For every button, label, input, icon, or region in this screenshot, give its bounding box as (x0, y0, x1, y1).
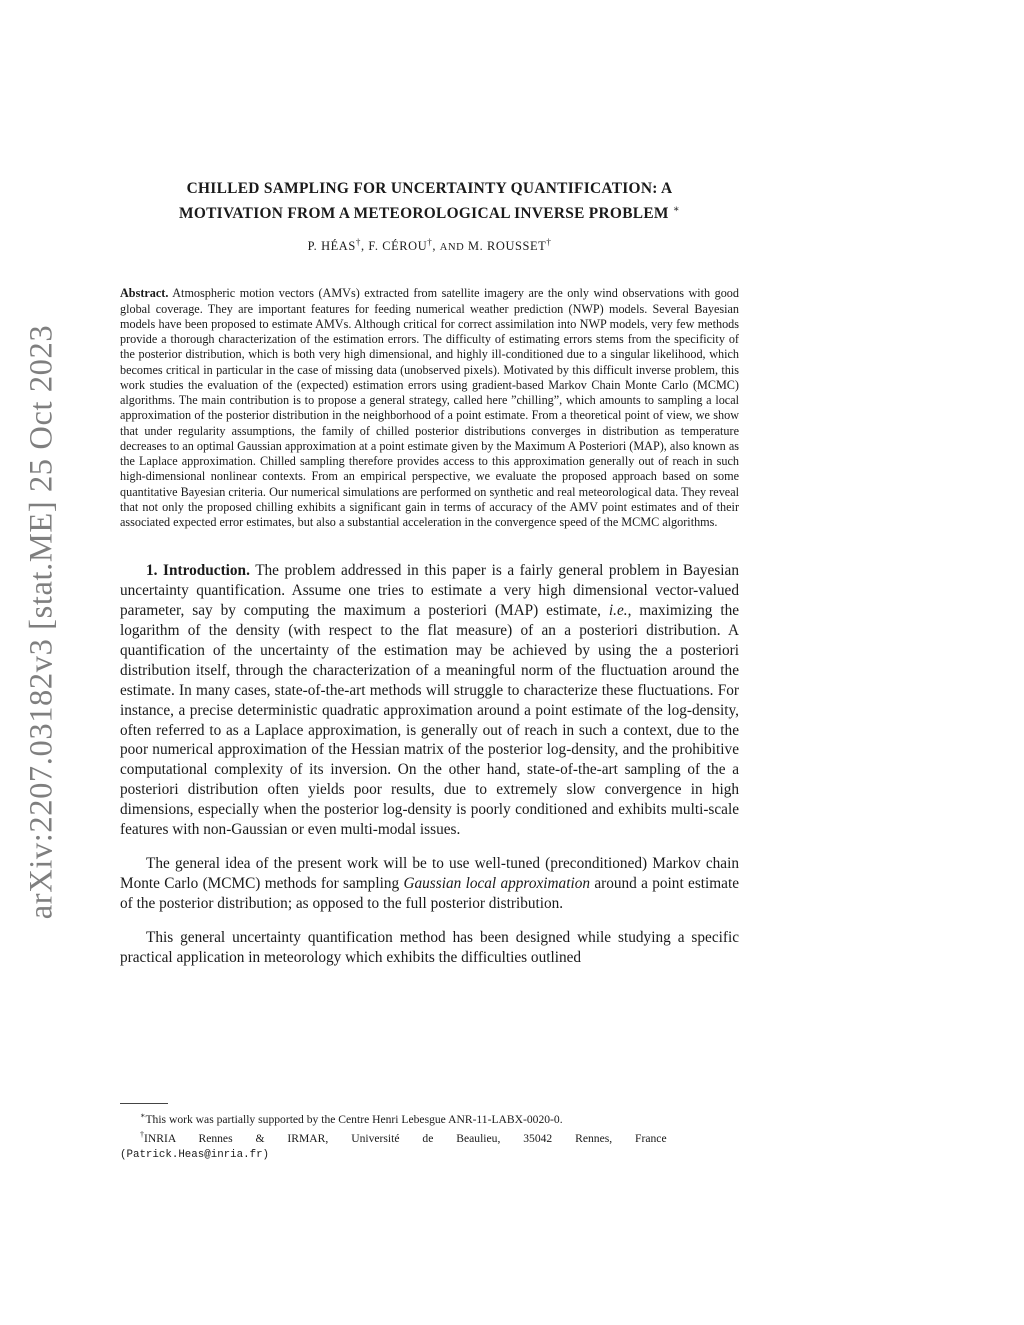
author-email[interactable]: (Patrick.Heas@inria.fr) (120, 1148, 270, 1161)
footnote-2-email-line (120, 1146, 739, 1163)
intro-p2-text-b: around a point estimate of the posterior distribution; as opposed to the full posterior distribution. (120, 874, 740, 912)
title-footnote-mark: ∗ (672, 204, 680, 215)
abstract-text: Atmospheric motion vectors (AMVs) extracted from satellite imagery are the only wind observations with good global coverage. They are important features for feeding numerical weather prediction (NWP) models. Several Bayesian models have been proposed to estimate AMVs. Although critical for correct assimilation into NWP models, very few methods provide a thorough characterization of the estimation errors. The difficulty of estimating errors stems from the specificity of the posterior distribution, which is both very high dimensional, and highly ill-conditioned due to a singular likelihood, which becomes critical in particular in the case of missing data (unobserved pixels). Motivated by this difficult inverse problem, this work studies the evaluation of the (expected) estimation errors using gradient-based Markov Chain Monte Carlo (MCMC) algorithms. The main contribution is to propose a general strategy, called here ”chilling”, which amounts to sampling a local approximation of the posterior distribution in the neighborhood of a point estimate. From a theoretical point of view, we show that under regularity assumptions, the family of chilled posterior distributions converges in distribution as temperature decreases to an optimal Gaussian approximation at a point estimate given by the Maximum A Posteriori (MAP), also known as the Laplace approximation. Chilled sampling therefore provides access to this approximation generally out of reach in such high-dimensional nonlinear contexts. From an empirical perspective, we evaluate the proposed approach based on some quantitative Bayesian criteria. Our numerical simulations are performed on synthetic and real meteorological data. They reveal that not only the proposed chilling exhibits a significant gain in terms of accuracy of the AMV point estimates and of their associated expected error estimates, but also a substantial acceleration in the convergence speed of the MCMC algorithms. (120, 286, 739, 529)
footnote-2-text: INRIA Rennes & IRMAR, Université de Beaulieu, 35042 Rennes, France (144, 1131, 667, 1145)
author-3-affil-mark: † (546, 237, 552, 248)
intro-p1-ie: i.e. (608, 602, 628, 620)
abstract-label: Abstract. (120, 286, 169, 301)
introduction-paragraph-3: This general uncertainty quantification method has been designed while studying a specific practical application in meteorology which exhibits the difficulties outlined (120, 928, 739, 966)
footnote-1-text: This work was partially supported by the Centre Henri Lebesgue ANR-11-LABX-0020-0. (145, 1112, 563, 1126)
arxiv-stamp-column (0, 0, 80, 1325)
author-1-affil-mark: † (355, 237, 361, 248)
author-and: AND (439, 242, 465, 254)
footnote-2-mark: † (140, 1129, 144, 1139)
intro-p2-text-a: The general idea of the present work will be to use well-tuned (preconditioned) Markov chain Monte Carlo (MCMC) methods for sampling (120, 854, 739, 892)
section-heading: Introduction. (163, 562, 250, 580)
author-1: P. HÉAS (307, 239, 356, 254)
paper-title (120, 178, 739, 224)
section-number: 1. (146, 562, 158, 580)
author-list (120, 237, 739, 254)
arxiv-identifier: arXiv:2207.03182v3 [stat.ME] 25 Oct 2023 (23, 324, 60, 920)
author-3: M. ROUSSET (468, 239, 547, 254)
abstract (120, 286, 739, 530)
author-separator: , (432, 239, 437, 254)
author-2-affil-mark: † (427, 237, 433, 248)
footnote-rule (120, 1103, 168, 1104)
title-line-2-text: MOTIVATION FROM A METEOROLOGICAL INVERSE PROBLEM (179, 205, 669, 223)
intro-p2-emphasis: Gaussian local approximation (403, 874, 591, 892)
footnotes (120, 1103, 739, 1163)
footnote-1 (120, 1108, 739, 1127)
intro-p1-text-b: , maximizing the logarithm of the density (with respect to the flat measure) of an a posteriori distribution. A quantification of the uncertainty of the estimation may be achieved by using the a posteriori distribution itself, through the characterization of a meaningful norm of the fluctuation around the estimate. In many cases, state-of-the-art methods will struggle to characterize these fluctuations. For instance, a precise deterministic quadratic approximation around a point estimate of the log-density, often referred to as a Laplace approximation, is generally out of reach in such a context, due to the poor numerical approximation of the Hessian matrix of the posterior log-density, and the prohibitive computational complexity of its inversion. On the other hand, state-of-the-art sampling of the a posteriori distribution often yields poor results, due to extremely slow convergence in high dimensions, especially when the posterior log-density is poorly conditioned and exhibits multi-scale features with non-Gaussian or even multi-modal issues. (120, 602, 740, 839)
author-2: F. CÉROU (368, 239, 428, 254)
author-separator: , (360, 239, 365, 254)
footnote-2 (120, 1127, 739, 1146)
footnote-1-mark: ∗ (140, 1111, 146, 1120)
introduction-paragraph-2 (120, 854, 739, 914)
title-line-2 (120, 199, 739, 224)
intro-p1-text-a: The problem addressed in this paper is a fairly general problem in Bayesian uncertainty quantification. Assume one tries to estimate a very high dimensional vector-valued parameter, say by computing the maximum a posteriori (MAP) estimate, (120, 562, 739, 620)
title-line-1: CHILLED SAMPLING FOR UNCERTAINTY QUANTIFICATION: A (186, 180, 673, 197)
introduction-paragraph-1 (120, 561, 739, 840)
paper-page (120, 178, 739, 967)
